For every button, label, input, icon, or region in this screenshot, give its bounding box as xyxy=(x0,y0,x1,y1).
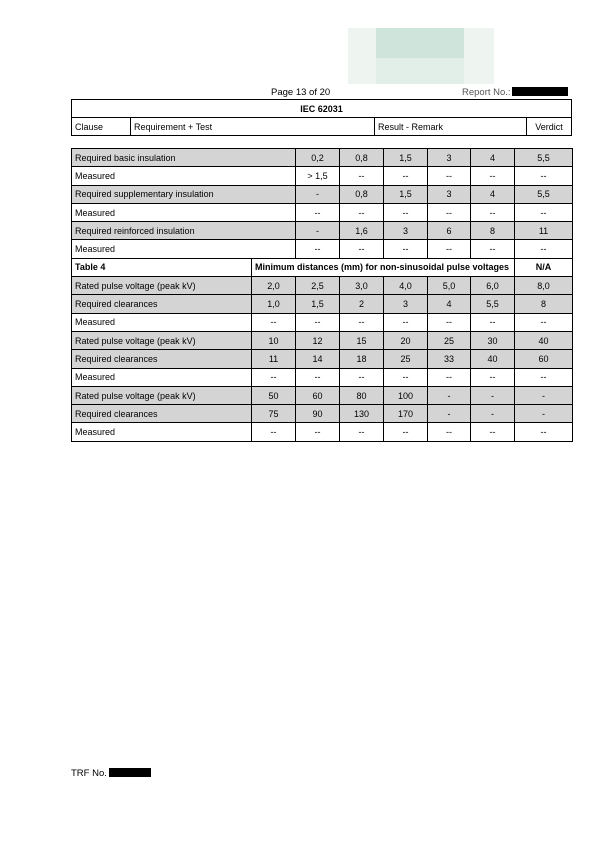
value-cell: 1,6 xyxy=(340,222,384,240)
column-clause: Clause xyxy=(72,118,131,136)
value-cell: 40 xyxy=(471,350,515,368)
table4-verdict: N/A xyxy=(515,258,573,276)
table4-label: Table 4 xyxy=(72,258,252,276)
row-label: Required clearances xyxy=(72,350,252,368)
redaction-box xyxy=(109,768,151,777)
table4-section xyxy=(72,258,573,276)
table4-title-row xyxy=(72,258,573,276)
value-cell: -- xyxy=(340,203,384,221)
value-cell: -- xyxy=(428,240,471,258)
table-row xyxy=(72,185,573,203)
value-cell: -- xyxy=(252,368,296,386)
value-cell: -- xyxy=(471,203,515,221)
value-cell: -- xyxy=(471,368,515,386)
trf-number xyxy=(71,768,151,779)
value-cell: -- xyxy=(471,423,515,441)
row-label: Required reinforced insulation xyxy=(72,222,296,240)
value-cell: -- xyxy=(515,313,573,331)
value-cell: -- xyxy=(252,313,296,331)
value-cell: 170 xyxy=(384,405,428,423)
value-cell: -- xyxy=(340,240,384,258)
value-cell: 100 xyxy=(384,386,428,404)
value-cell: 4 xyxy=(428,295,471,313)
row-label: Measured xyxy=(72,203,296,221)
value-cell: 4,0 xyxy=(384,277,428,295)
value-cell: 2 xyxy=(340,295,384,313)
value-cell: 5,5 xyxy=(471,295,515,313)
value-cell: 25 xyxy=(428,331,471,349)
value-cell: 33 xyxy=(428,350,471,368)
value-cell: -- xyxy=(296,423,340,441)
value-cell: 18 xyxy=(340,350,384,368)
value-cell: -- xyxy=(384,240,428,258)
table-row xyxy=(72,405,573,423)
value-cell: -- xyxy=(384,313,428,331)
value-cell: 40 xyxy=(515,331,573,349)
value-cell: > 1,5 xyxy=(296,167,340,185)
value-cell: 11 xyxy=(515,222,573,240)
row-label: Measured xyxy=(72,368,252,386)
value-cell: -- xyxy=(296,203,340,221)
trf-label: TRF No. xyxy=(71,768,107,779)
value-cell: -- xyxy=(428,203,471,221)
value-cell: -- xyxy=(471,240,515,258)
value-cell: -- xyxy=(296,313,340,331)
value-cell: 130 xyxy=(340,405,384,423)
value-cell: -- xyxy=(471,313,515,331)
table-row xyxy=(72,203,573,221)
value-cell: -- xyxy=(340,313,384,331)
column-result: Result - Remark xyxy=(375,118,527,136)
value-cell: - xyxy=(515,405,573,423)
value-cell: -- xyxy=(515,368,573,386)
insulation-section xyxy=(72,149,573,259)
table-row xyxy=(72,331,573,349)
value-cell: 1,0 xyxy=(252,295,296,313)
value-cell: 3,0 xyxy=(340,277,384,295)
row-label: Required clearances xyxy=(72,405,252,423)
column-verdict: Verdict xyxy=(527,118,572,136)
value-cell: 5,5 xyxy=(515,185,573,203)
pulse-section xyxy=(72,277,573,442)
table-row xyxy=(72,295,573,313)
table-row xyxy=(72,423,573,441)
value-cell: -- xyxy=(384,203,428,221)
row-label: Measured xyxy=(72,423,252,441)
value-cell: 50 xyxy=(252,386,296,404)
value-cell: -- xyxy=(296,240,340,258)
row-label: Rated pulse voltage (peak kV) xyxy=(72,277,252,295)
row-label: Required clearances xyxy=(72,295,252,313)
value-cell: -- xyxy=(428,423,471,441)
page-number: Page 13 of 20 xyxy=(271,87,331,98)
value-cell: 8 xyxy=(471,222,515,240)
table4-title: Minimum distances (mm) for non-sinusoidal pulse voltages xyxy=(252,258,515,276)
value-cell: -- xyxy=(296,368,340,386)
value-cell: -- xyxy=(428,313,471,331)
value-cell: -- xyxy=(384,368,428,386)
value-cell: 15 xyxy=(340,331,384,349)
value-cell: -- xyxy=(471,167,515,185)
value-cell: -- xyxy=(428,167,471,185)
table-row xyxy=(72,368,573,386)
value-cell: 75 xyxy=(252,405,296,423)
value-cell: 2,0 xyxy=(252,277,296,295)
value-cell: 4 xyxy=(471,149,515,167)
value-cell: -- xyxy=(515,240,573,258)
row-label: Rated pulse voltage (peak kV) xyxy=(72,331,252,349)
value-cell: 5,5 xyxy=(515,149,573,167)
table-row xyxy=(72,222,573,240)
value-cell: 3 xyxy=(428,149,471,167)
value-cell: -- xyxy=(428,368,471,386)
standard-title: IEC 62031 xyxy=(72,100,572,118)
value-cell: 1,5 xyxy=(384,149,428,167)
column-requirement: Requirement + Test xyxy=(131,118,375,136)
value-cell: 3 xyxy=(384,295,428,313)
row-label: Rated pulse voltage (peak kV) xyxy=(72,386,252,404)
value-cell: 10 xyxy=(252,331,296,349)
value-cell: 11 xyxy=(252,350,296,368)
table-row xyxy=(72,350,573,368)
table-row xyxy=(72,277,573,295)
row-label: Required basic insulation xyxy=(72,149,296,167)
value-cell: 8,0 xyxy=(515,277,573,295)
row-label: Required supplementary insulation xyxy=(72,185,296,203)
value-cell: 6,0 xyxy=(471,277,515,295)
value-cell: -- xyxy=(340,368,384,386)
row-label: Measured xyxy=(72,167,296,185)
value-cell: - xyxy=(515,386,573,404)
value-cell: 3 xyxy=(428,185,471,203)
value-cell: 5,0 xyxy=(428,277,471,295)
value-cell: 3 xyxy=(384,222,428,240)
table-row xyxy=(72,313,573,331)
row-label: Measured xyxy=(72,313,252,331)
value-cell: 60 xyxy=(515,350,573,368)
table-row xyxy=(72,167,573,185)
value-cell: 1,5 xyxy=(296,295,340,313)
value-cell: 1,5 xyxy=(384,185,428,203)
value-cell: - xyxy=(428,405,471,423)
value-cell: 0,8 xyxy=(340,185,384,203)
value-cell: -- xyxy=(515,423,573,441)
value-cell: 80 xyxy=(340,386,384,404)
value-cell: -- xyxy=(515,167,573,185)
clearance-table xyxy=(71,148,573,442)
table-row xyxy=(72,149,573,167)
value-cell: 0,2 xyxy=(296,149,340,167)
value-cell: 30 xyxy=(471,331,515,349)
value-cell: -- xyxy=(252,423,296,441)
value-cell: -- xyxy=(384,423,428,441)
report-number-label: Report No.: xyxy=(462,87,511,98)
value-cell: 4 xyxy=(471,185,515,203)
watermark-logo xyxy=(348,28,494,84)
table-row xyxy=(72,386,573,404)
value-cell: - xyxy=(471,386,515,404)
value-cell: 12 xyxy=(296,331,340,349)
header-table xyxy=(71,99,572,136)
value-cell: - xyxy=(428,386,471,404)
value-cell: 6 xyxy=(428,222,471,240)
value-cell: 14 xyxy=(296,350,340,368)
value-cell: -- xyxy=(515,203,573,221)
value-cell: 8 xyxy=(515,295,573,313)
row-label: Measured xyxy=(72,240,296,258)
value-cell: - xyxy=(471,405,515,423)
value-cell: -- xyxy=(384,167,428,185)
value-cell: 25 xyxy=(384,350,428,368)
value-cell: -- xyxy=(340,423,384,441)
value-cell: 90 xyxy=(296,405,340,423)
value-cell: 2,5 xyxy=(296,277,340,295)
value-cell: - xyxy=(296,222,340,240)
value-cell: 0,8 xyxy=(340,149,384,167)
value-cell: -- xyxy=(340,167,384,185)
value-cell: - xyxy=(296,185,340,203)
table-row xyxy=(72,240,573,258)
report-number xyxy=(462,87,568,98)
redaction-box xyxy=(512,87,568,96)
value-cell: 20 xyxy=(384,331,428,349)
value-cell: 60 xyxy=(296,386,340,404)
